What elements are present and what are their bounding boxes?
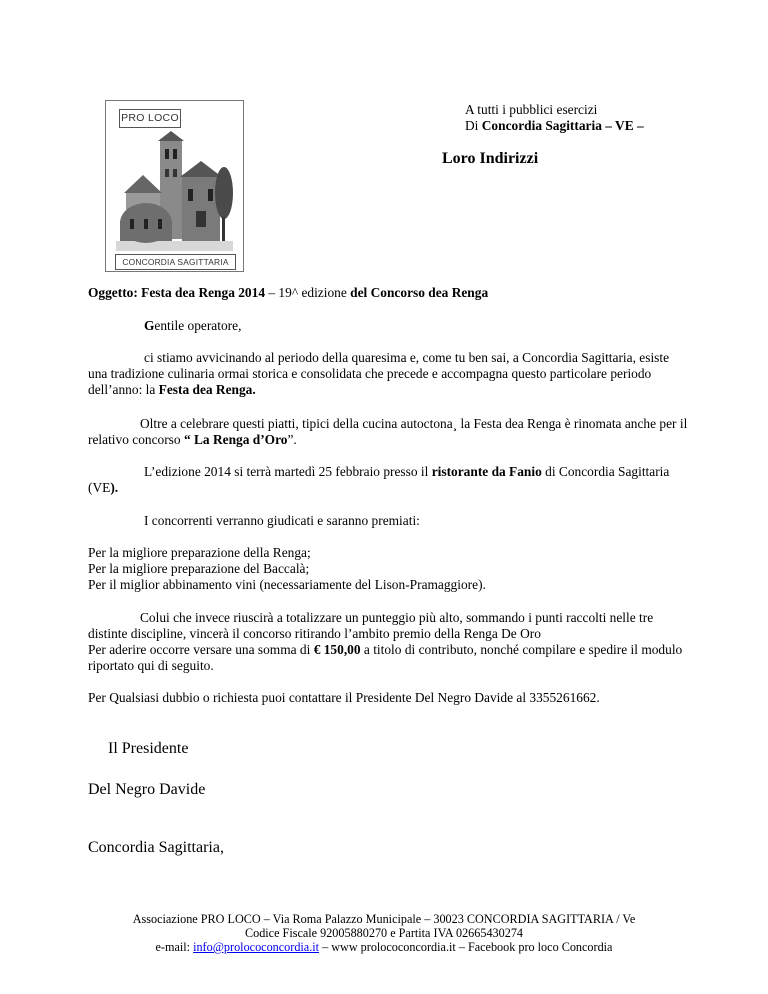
- fee-text-pre: Per aderire occorre versare una somma di: [88, 642, 314, 657]
- signature-role: Il Presidente: [108, 740, 189, 757]
- signature-place: Concordia Sagittaria,: [88, 839, 224, 856]
- greeting: [144, 318, 241, 334]
- list-item: Per la migliore preparazione della Renga;: [88, 545, 311, 560]
- list-item: Per la migliore preparazione del Baccalà;: [88, 561, 310, 576]
- pro-loco-logo: [105, 100, 244, 272]
- footer-web-social: – www prolococoncordia.it – Facebook pro loco Concordia: [319, 940, 613, 954]
- recipient-prefix: Di: [465, 118, 482, 133]
- winner-text: Colui che invece riuscirà a totalizzare un punteggio più alto, sommando i punti raccolti nelle tre distinte discipline, vincerà il concorso ritirando l’ambito premio della Renga De Oro: [88, 610, 654, 641]
- footer-contacts: [0, 940, 768, 954]
- edition-close: ).: [110, 480, 119, 495]
- restaurant-location: di Concordia Sagittaria (VE: [88, 464, 670, 495]
- fee-text-post: a titolo di contributo, nonché compilare e spedire il modulo riportato qui di seguito.: [88, 642, 683, 673]
- greeting-rest: entile operatore,: [154, 318, 242, 333]
- subject-line: [88, 285, 488, 301]
- contest-name: “ La Renga d’Oro: [183, 432, 288, 447]
- church-illustration-icon: [116, 131, 233, 251]
- logo-top-label: PRO LOCO: [119, 109, 181, 128]
- paragraph-celebrate: [88, 416, 688, 448]
- paragraph-edition-text: L’edizione 2014 si terrà martedì 25 febbraio presso il: [144, 464, 432, 479]
- letter-footer: [0, 912, 768, 954]
- recipient-block: [465, 102, 644, 134]
- festa-name: Festa dea Renga.: [158, 382, 256, 397]
- subject-tail: del Concorso dea Renga: [350, 285, 489, 300]
- subject-label: Oggetto: Festa dea Renga 2014: [88, 285, 266, 300]
- prize-list: [88, 545, 688, 593]
- paragraph-judging: I concorrenti verranno giudicati e saranno premiati:: [144, 513, 420, 528]
- greeting-initial: G: [144, 318, 155, 333]
- paragraph-winner: [88, 610, 688, 674]
- paragraph-intro-text: ci stiamo avvicinando al periodo della quaresima e, come tu ben sai, a Concordia Sagittaria, esiste una tradizione culinaria ormai storica e consolidata che precede e accompagna questo particolare periodo dell’anno: la: [88, 350, 670, 397]
- signature-name: Del Negro Davide: [88, 781, 206, 798]
- paragraph-celebrate-text: Oltre a celebrare questi piatti, tipici della cucina autoctona¸ la Festa dea Renga è rinomata anche per il relativo concorso: [88, 416, 688, 447]
- fee-text: [88, 642, 688, 674]
- recipient-town: Concordia Sagittaria – VE –: [481, 118, 644, 133]
- paragraph-intro: [88, 350, 688, 398]
- footer-tax-info: Codice Fiscale 92005880270 e Partita IVA 02665430274: [244, 926, 524, 940]
- recipient-line2: [465, 118, 644, 134]
- contest-name-close: ”.: [287, 432, 297, 447]
- footer-email-label: e-mail:: [155, 940, 194, 954]
- paragraph-edition: [88, 464, 688, 496]
- footer-email-link[interactable]: info@prolococoncordia.it: [193, 940, 320, 954]
- recipient-addresses: Loro Indirizzi: [442, 150, 539, 167]
- recipient-line1: A tutti i pubblici esercizi: [465, 102, 598, 117]
- fee-amount: € 150,00: [313, 642, 361, 657]
- logo-bottom-label: CONCORDIA SAGITTARIA: [115, 254, 236, 270]
- footer-address: Associazione PRO LOCO – Via Roma Palazzo Municipale – 30023 CONCORDIA SAGITTARIA / Ve: [132, 912, 636, 926]
- contact-line: Per Qualsiasi dubbio o richiesta puoi contattare il Presidente Del Negro Davide al 3355261662.: [88, 690, 600, 705]
- list-item: Per il miglior abbinamento vini (necessariamente del Lison-Pramaggiore).: [88, 577, 486, 592]
- subject-middle: – 19^ edizione: [265, 285, 351, 300]
- restaurant-name: ristorante da Fanio: [431, 464, 542, 479]
